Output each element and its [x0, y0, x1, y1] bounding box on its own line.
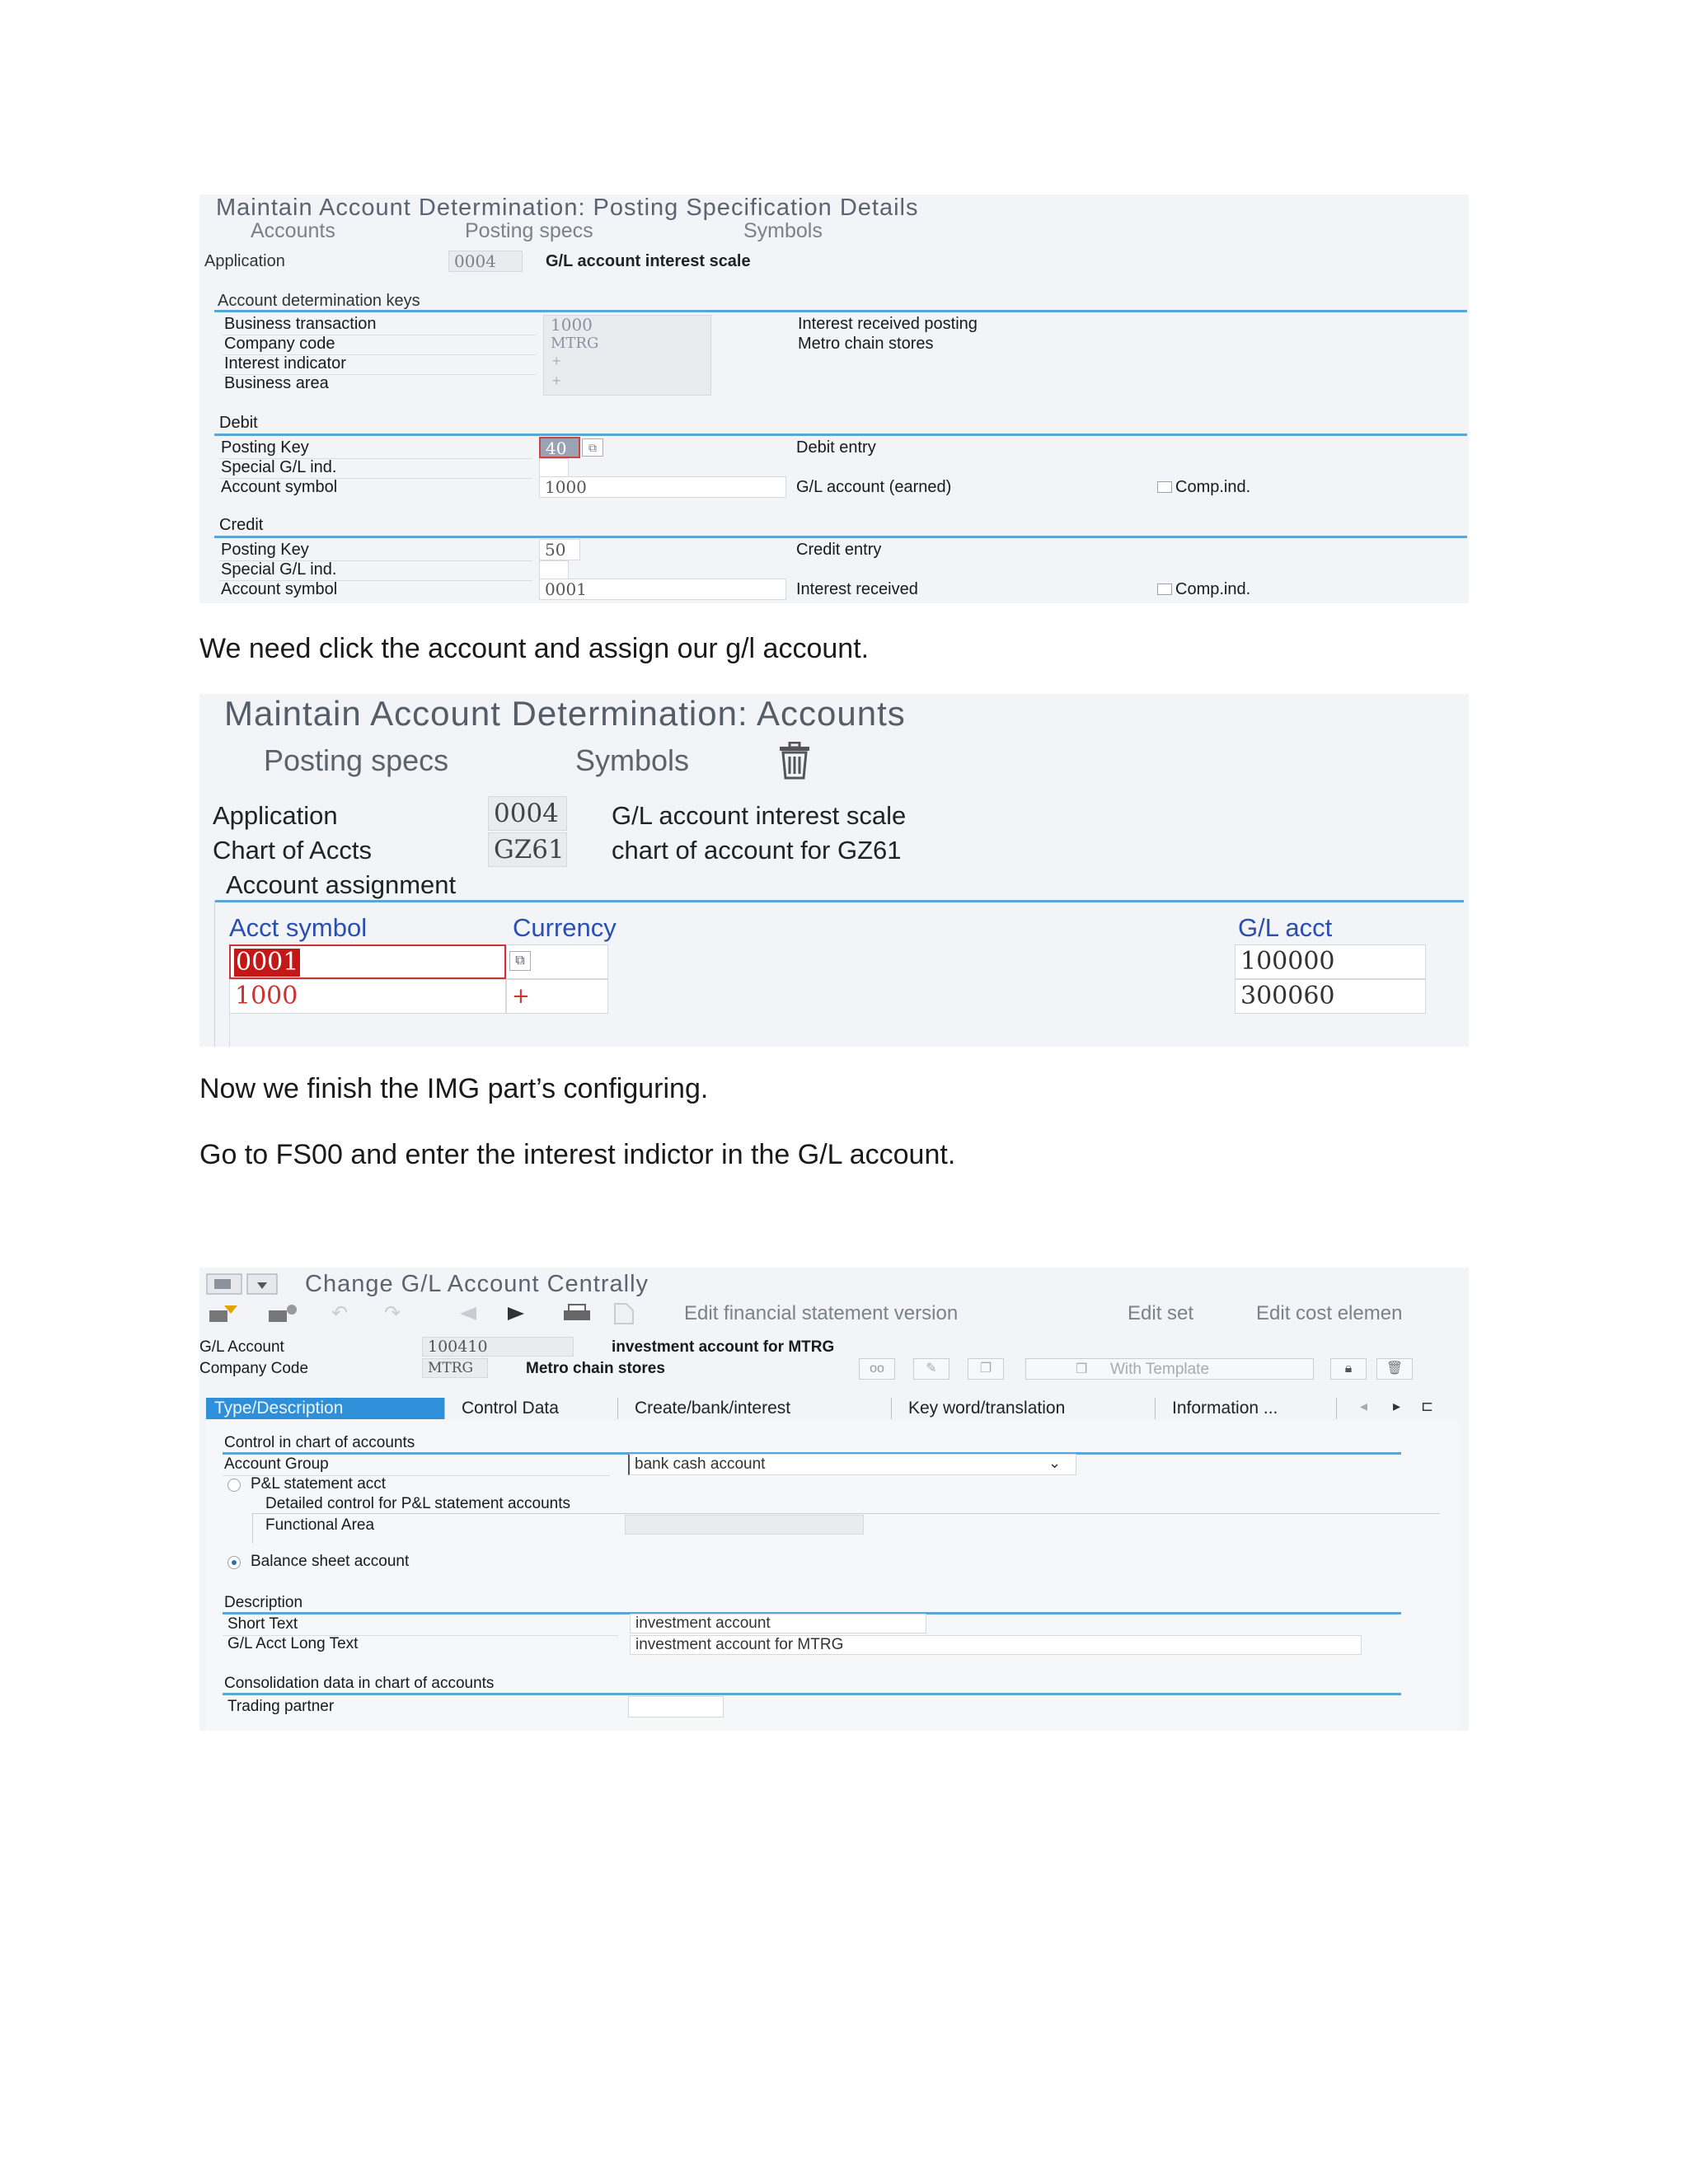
company-code-label: Company code	[224, 335, 335, 353]
credit-section-title: Credit	[219, 516, 264, 534]
credit-comp-ind-label: Comp.ind.	[1175, 580, 1251, 598]
credit-posting-key-field[interactable]: 50	[539, 539, 580, 560]
instruction-text-2: Now we finish the IMG part’s configuring.	[199, 1073, 709, 1104]
template-icon: ❐	[1076, 1362, 1088, 1376]
glasses-icon[interactable]: oo	[859, 1358, 895, 1380]
next-icon[interactable]	[504, 1304, 529, 1324]
debit-posting-key-label: Posting Key	[221, 438, 309, 457]
debit-section-line	[214, 434, 1467, 436]
debit-account-symbol-label: Account symbol	[221, 478, 338, 496]
tab-scroll-left-icon[interactable]: ◂	[1360, 1398, 1368, 1414]
trash-icon[interactable]	[776, 742, 813, 781]
functional-area-field[interactable]	[625, 1515, 864, 1535]
tab-list-icon[interactable]: ⊏	[1421, 1398, 1434, 1414]
trading-partner-label: Trading partner	[227, 1698, 335, 1715]
application-field[interactable]: 0004	[488, 796, 567, 831]
interest-indicator-label: Interest indicator	[224, 354, 346, 373]
display-change-icon[interactable]	[208, 1302, 241, 1325]
credit-posting-key-label: Posting Key	[221, 541, 309, 559]
account-group-dropdown[interactable]	[628, 1454, 1076, 1475]
credit-special-gl-field[interactable]	[539, 560, 569, 580]
short-text-label: Short Text	[227, 1615, 298, 1633]
debit-special-gl-label: Special G/L ind.	[221, 458, 337, 476]
other-account-icon[interactable]	[267, 1302, 300, 1325]
gl-account-label: G/L Account	[199, 1338, 284, 1356]
account-group-value: bank cash account	[635, 1455, 766, 1473]
company-code-field[interactable]: MTRG	[422, 1358, 488, 1378]
screen1-title: Maintain Account Determination: Posting Specification Details	[216, 194, 919, 221]
selected-symbol-text: 0001	[236, 948, 299, 977]
tab-type-description[interactable]: Type/Description	[206, 1398, 445, 1419]
table-row-acct-symbol-field[interactable]: 1000	[229, 979, 506, 1014]
consolidation-section-line	[223, 1693, 1401, 1695]
toolbar-symbols-button[interactable]: Symbols	[575, 743, 690, 777]
credit-account-symbol-desc: Interest received	[796, 580, 918, 598]
chart-of-accounts-text: chart of account for GZ61	[612, 836, 902, 865]
pencil-icon[interactable]: ✎	[913, 1358, 950, 1380]
instruction-text-3: Go to FS00 and enter the interest indictor in the G/L account.	[199, 1139, 956, 1170]
gl-account-field[interactable]: 100410	[422, 1337, 574, 1357]
company-code-text: Metro chain stores	[526, 1360, 665, 1377]
table-row-gl-acct-field[interactable]: 100000	[1235, 944, 1426, 979]
company-code-label: Company Code	[199, 1360, 309, 1377]
business-transaction-desc: Interest received posting	[798, 315, 978, 333]
screen2-title: Maintain Account Determination: Accounts	[224, 694, 906, 733]
undo-icon[interactable]: ↶	[331, 1302, 349, 1324]
edit-set-menu[interactable]: Edit set	[1128, 1302, 1194, 1324]
table-row-acct-symbol-field[interactable]	[229, 944, 506, 979]
debit-account-symbol-field[interactable]: 1000	[539, 476, 786, 498]
company-code-desc: Metro chain stores	[798, 335, 934, 353]
gl-acct-column-header[interactable]: G/L acct	[1238, 913, 1333, 942]
business-transaction-value[interactable]: 1000	[551, 315, 593, 335]
tab-strip	[206, 1398, 1459, 1419]
posting-spec-screenshot	[199, 194, 1469, 603]
toolbar-symbols-button[interactable]: Symbols	[743, 219, 823, 242]
application-text: G/L account interest scale	[546, 252, 751, 270]
control-section-title: Control in chart of accounts	[224, 1434, 415, 1451]
keys-section-line	[214, 310, 1467, 312]
debit-comp-ind-checkbox[interactable]	[1157, 481, 1172, 493]
long-text-label: G/L Acct Long Text	[227, 1635, 359, 1652]
table-row-gl-acct-field[interactable]: 300060	[1235, 979, 1426, 1014]
account-assignment-title: Account assignment	[226, 870, 457, 899]
credit-special-gl-label: Special G/L ind.	[221, 560, 337, 579]
application-text: G/L account interest scale	[612, 801, 907, 830]
screen-menu-icon[interactable]	[206, 1272, 279, 1296]
tab-create-bank-interest[interactable]: Create/bank/interest	[626, 1398, 892, 1419]
business-area-value[interactable]: +	[552, 373, 561, 389]
edit-fs-version-menu[interactable]: Edit financial statement version	[684, 1302, 959, 1324]
debit-special-gl-field[interactable]	[539, 458, 569, 478]
application-field[interactable]: 0004	[448, 251, 523, 272]
redo-icon[interactable]: ↷	[384, 1302, 401, 1324]
pl-statement-radio[interactable]	[227, 1479, 241, 1492]
trash-icon[interactable]: 🗑︎	[1376, 1358, 1413, 1380]
tab-key-word-translation[interactable]: Key word/translation	[900, 1398, 1156, 1419]
gl-account-text: investment account for MTRG	[612, 1338, 835, 1356]
table-row-currency-field[interactable]: +	[506, 979, 608, 1014]
screen3-title: Change G/L Account Centrally	[305, 1271, 649, 1297]
chart-of-accounts-label: Chart of Accts	[213, 836, 372, 865]
toolbar-posting-specs-button[interactable]: Posting specs	[465, 219, 593, 242]
balance-sheet-radio[interactable]	[227, 1556, 241, 1569]
interest-indicator-value[interactable]: +	[552, 353, 561, 369]
debit-posting-key-desc: Debit entry	[796, 438, 876, 457]
chart-of-accounts-field[interactable]: GZ61	[488, 832, 567, 867]
application-label: Application	[204, 252, 285, 270]
credit-section-line	[214, 536, 1467, 538]
tab-scroll-right-icon[interactable]: ▸	[1393, 1398, 1401, 1414]
credit-posting-key-desc: Credit entry	[796, 541, 882, 559]
account-group-label: Account Group	[224, 1455, 329, 1473]
pl-statement-label: P&L statement acct	[251, 1475, 387, 1493]
instruction-text-1: We need click the account and assign our g/l account.	[199, 633, 870, 664]
detailed-control-title: Detailed control for P&L statement accounts	[265, 1495, 570, 1512]
business-transaction-label: Business transaction	[224, 315, 377, 333]
with-template-label: With Template	[1110, 1361, 1210, 1378]
chevron-down-icon: ⌄	[1048, 1455, 1062, 1472]
previous-icon[interactable]	[455, 1304, 480, 1324]
tab-information[interactable]: Information ...	[1164, 1398, 1337, 1419]
debit-comp-ind-label: Comp.ind.	[1175, 478, 1251, 496]
print-icon[interactable]	[560, 1302, 593, 1325]
balance-sheet-label: Balance sheet account	[251, 1553, 410, 1570]
accounts-screenshot	[199, 694, 1469, 1047]
credit-account-symbol-field[interactable]: 0001	[539, 579, 786, 600]
application-label: Application	[213, 801, 338, 830]
consolidation-section-title: Consolidation data in chart of accounts	[224, 1675, 495, 1692]
credit-account-symbol-label: Account symbol	[221, 580, 338, 598]
acct-symbol-column-header[interactable]: Acct symbol	[229, 913, 368, 942]
toolbar-accounts-button[interactable]: Accounts	[251, 219, 335, 242]
toolbar-posting-specs-button[interactable]: Posting specs	[264, 743, 449, 777]
tab-control-data[interactable]: Control Data	[453, 1398, 618, 1419]
trading-partner-field[interactable]	[628, 1696, 724, 1718]
debit-posting-key-field[interactable]: 40	[539, 437, 580, 458]
short-text-field[interactable]: investment account	[630, 1614, 926, 1633]
change-gl-account-screenshot	[199, 1268, 1469, 1731]
debit-section-title: Debit	[219, 414, 258, 432]
with-template-button[interactable]	[1025, 1358, 1314, 1380]
copy-icon[interactable]: ❐	[968, 1358, 1004, 1380]
business-area-label: Business area	[224, 374, 329, 392]
value-help-icon[interactable]: ⧉	[582, 438, 603, 457]
keys-section-title: Account determination keys	[218, 292, 420, 310]
value-help-icon[interactable]: ⧉	[509, 951, 531, 971]
credit-comp-ind-checkbox[interactable]	[1157, 583, 1172, 595]
edit-cost-element-menu[interactable]: Edit cost elemen	[1256, 1302, 1403, 1324]
functional-area-label: Functional Area	[265, 1516, 375, 1534]
debit-account-symbol-desc: G/L account (earned)	[796, 478, 952, 496]
document-icon[interactable]	[612, 1302, 636, 1325]
long-text-field[interactable]: investment account for MTRG	[630, 1635, 1362, 1655]
lock-icon[interactable]: 🔒︎	[1330, 1358, 1367, 1380]
company-code-value[interactable]: MTRG	[551, 335, 599, 352]
account-assignment-line	[214, 900, 1464, 902]
description-section-title: Description	[224, 1594, 303, 1611]
currency-column-header[interactable]: Currency	[513, 913, 617, 942]
